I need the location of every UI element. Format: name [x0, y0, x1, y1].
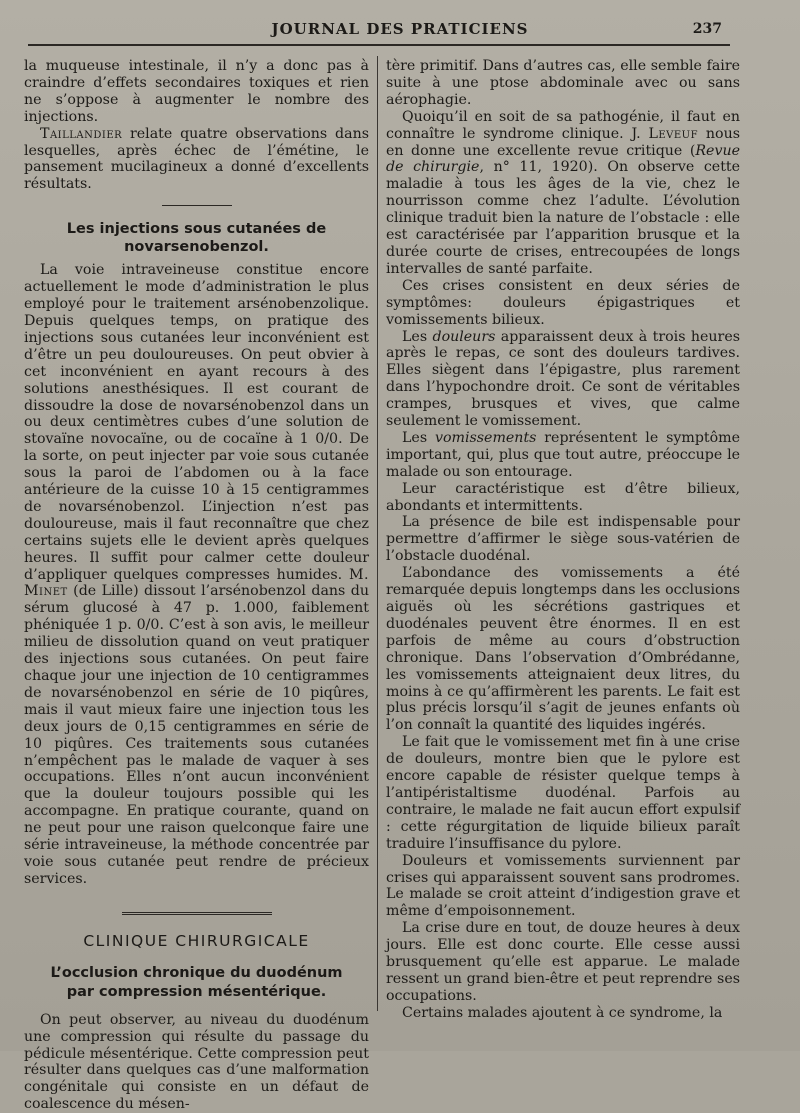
paragraph: La voie intraveineuse constitue encore actuellement le mode d’administration le plus employé pour le traitement arsénobenzolique. Depuis quelques temps, on pratique des injections sous cutanées leur inconvénient est d’être un peu douloureuses. On peut obvier à cet inconvénient en ayant recours à des solutions anesthésiques. Il est courant de dissoudre la dose de novarsénobenzol dans un ou deux centimètres cubes d’une solution de stovaïne novocaïne, ou de cocaïne à 1 0/0. De la sorte, on peut injecter par voie sous cutanée sous la paroi de l’abdomen ou à la face antérieure de la cuisse 10 à 15 centigrammes de novarsénobenzol. L’injection n’est pas douloureuse, mais il faut reconnaître que chez certains sujets elle le devient après quelques heures. Il suffit pour calmer cette douleur d’appliquer quelques compresses humides. M. Minet (de Lille) dissout l’arsénobenzol dans du sérum glucosé à 47 p. 1.000, faiblement phéniquée 1 p. 0/0. C’est à son avis, le meilleur milieu de dissolution quand on veut pratiquer des injections sous cutanées. On peut faire chaque jour une injection de 10 centigrammes de novarsénobenzol en série de 10 piqûres, mais il vaut mieux faire une injection tous les deux jours de 0,15 centigrammes en série de 10 piqûres. Ces traitements sous cutanées n’empêchent pas le malade de vaquer à ses occupations. Elles n’ont aucun inconvénient que la douleur toujours possible qui les accompagne. En pratique courante, quand on ne peut pour une raison quelconque faire une série intraveineuse, la méthode concentrée par voie sous cutanée peut rendre de précieux services. [24, 262, 369, 887]
double-rule [122, 912, 272, 917]
paragraph: Taillandier relate quatre observations dans lesquelles, après échec de l’émétine, le pansement mucilagineux a donné d’excellents résultats. [24, 125, 369, 193]
page-header [0, 18, 800, 42]
author-name: Leveuf [648, 125, 699, 142]
paragraph: La présence de bile est indispensable pour permettre d’affirmer le siège sous-vatérien de l’obstacle duodénal. [386, 514, 740, 565]
paragraph: L’abondance des vomissements a été remarquée depuis longtemps dans les occlusions aiguës où les sécrétions gastriques et duodénales peuvent être énormes. Il en est parfois de même au cours d’obstruction chronique. Dans l’observation d’Ombrédanne, les vomissements atteignaient deux litres, du moins à ce qu’affirmèrent les parents. Le fait est plus précis lorsqu’il s’agit de jeunes enfants où l’on connaît la quantité des liquides ingérés. [386, 565, 740, 734]
page-number: 237 [692, 21, 722, 37]
paragraph: Quoiqu’il en soit de sa pathogénie, il faut en connaître le syndrome clinique. J. Leveuf nous en donne une excellente revue critique (Revue de chirurgie, n° 11, 1920). On observe cette maladie à tous les âges de la vie, chez le nourrisson comme chez l’adulte. L’évolution clinique traduit bien la nature de l’obstacle : elle est caractérisée par l’apparition brusque et la durée courte de crises, entrecoupées de longs intervalles de santé parfaite. [386, 108, 740, 277]
journal-reference: Revue de chirurgie [386, 142, 740, 176]
section-title: Les injections sous cutanées de novarsenobenzol. [66, 221, 327, 256]
rubric-title: CLINIQUE CHIRURGICALE [83, 931, 310, 950]
paragraph: tère primitif. Dans d’autres cas, elle semble faire suite à une ptose abdominale avec ou sans aérophagie. [386, 58, 740, 108]
paragraph: Certains malades ajoutent à ce syndrome, la [402, 1004, 723, 1021]
paragraph: Les vomissements représentent le symptôme important, qui, plus que tout autre, préoccupe le malade ou son entourage. [386, 429, 741, 480]
emphasis: vomissements [434, 429, 537, 446]
header-rule [28, 44, 730, 46]
paragraph: On peut observer, au niveau du duodénum une compression qui résulte du passage du pédicule mésentérique. Cette compression peut résulter dans quelques cas d’une malformation congénitale qui consiste en un défaut de coalescence du mésen- [24, 1011, 369, 1113]
article-title: L’occlusion chronique du duodénum par compression mésentérique. [50, 964, 343, 1000]
author-name: M. Minet [24, 566, 369, 600]
separator-rule [162, 205, 232, 206]
paragraph: Les douleurs apparaissent deux à trois heures après le repas, ce sont des douleurs tardives. Elles siègent dans l’épigastre, plus rarement dans l’hypochondre droit. Ce sont de véritables crampes, brusques et vives, que calme seulement le vomissement. [386, 328, 740, 430]
paragraph: Douleurs et vomissements surviennent par crises qui apparaissent souvent sans prodromes. Le malade se croit atteint d’indigestion grave et même d’empoisonnement. [386, 852, 740, 920]
left-column [24, 58, 369, 1113]
emphasis: douleurs [432, 328, 496, 345]
column-divider [377, 56, 378, 1011]
paragraph: Ces crises consistent en deux séries de symptômes: douleurs épigastriques et vomissements bilieux. [386, 277, 740, 328]
right-column [386, 58, 741, 1021]
paragraph: Leur caractéristique est d’être bilieux, abondants et intermittents. [386, 480, 740, 514]
author-name: Taillandier [40, 125, 123, 142]
paragraph: la muqueuse intestinale, il n’y a donc pas à craindre d’effets secondaires toxiques et rien ne s’oppose à augmenter le nombre des injections. [24, 58, 369, 125]
paragraph: La crise dure en tout, de douze heures à deux jours. Elle est donc courte. Elle cesse aussi brusquement qu’elle est apparue. Le malade ressent un grand bien-être et peut reprendre ses occupations. [386, 920, 740, 1004]
paragraph: Le fait que le vomissement met fin à une crise de douleurs, montre bien que le pylore est encore capable de résister quelque temps à l’antipéristaltisme duodénal. Parfois au contraire, le malade ne fait aucun effort expulsif : cette régurgitation de liquide bilieux paraît traduire l’insuffisance du pylore. [386, 734, 740, 852]
journal-title: JOURNAL DES PRATICIENS [271, 20, 529, 38]
